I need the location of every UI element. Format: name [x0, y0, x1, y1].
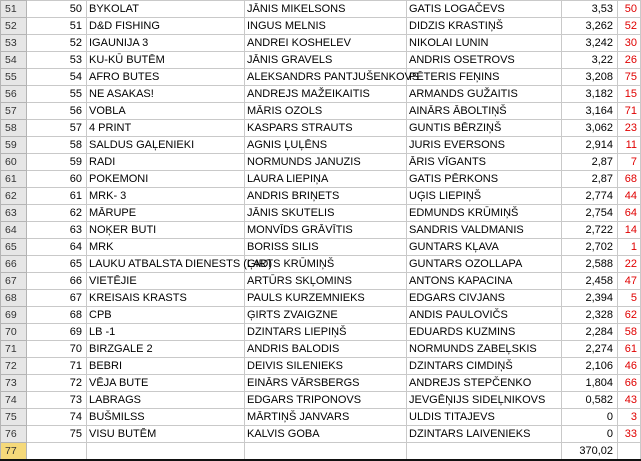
team-name-cell[interactable]: VĒJA BUTE — [87, 375, 245, 392]
team-name-cell[interactable]: LABRAGS — [87, 392, 245, 409]
player2-cell[interactable]: NIKOLAI LUNIN — [407, 35, 562, 52]
extra-cell[interactable]: 47 — [618, 273, 641, 290]
score-cell[interactable]: 3,53 — [562, 1, 618, 18]
row-number[interactable]: 62 — [1, 188, 27, 205]
extra-cell[interactable]: 22 — [618, 256, 641, 273]
number-cell[interactable]: 74 — [27, 409, 87, 426]
row-number[interactable]: 57 — [1, 103, 27, 120]
team-name-cell[interactable]: BIRZGALE 2 — [87, 341, 245, 358]
row-number[interactable]: 72 — [1, 358, 27, 375]
extra-cell[interactable]: 43 — [618, 392, 641, 409]
player1-cell[interactable]: ANDREI KOSHELEV — [245, 35, 407, 52]
team-name-cell[interactable]: AFRO BUTES — [87, 69, 245, 86]
number-cell[interactable]: 61 — [27, 188, 87, 205]
table-row[interactable] — [1, 324, 641, 341]
table-row[interactable] — [1, 171, 641, 188]
player1-cell[interactable]: ANDREJS MAŽEIKAITIS — [245, 86, 407, 103]
player1-cell[interactable]: ALEKSANDRS PANTJUŠENKOVS — [245, 69, 407, 86]
player1-cell[interactable]: JĀNIS SKUTELIS — [245, 205, 407, 222]
number-cell[interactable]: 50 — [27, 1, 87, 18]
score-cell[interactable]: 2,394 — [562, 290, 618, 307]
player2-cell[interactable]: GUNTARS OZOLLAPA — [407, 256, 562, 273]
player2-cell[interactable]: DZINTARS CIMDIŅŠ — [407, 358, 562, 375]
row-number[interactable]: 52 — [1, 18, 27, 35]
score-cell[interactable]: 3,242 — [562, 35, 618, 52]
table-row[interactable] — [1, 341, 641, 358]
player1-cell[interactable]: NORMUNDS JANUZIS — [245, 154, 407, 171]
table-row[interactable] — [1, 426, 641, 443]
number-cell[interactable]: 64 — [27, 239, 87, 256]
extra-cell[interactable]: 23 — [618, 120, 641, 137]
team-name-cell[interactable]: LAUKU ATBALSTA DIENESTS (LAD) — [87, 256, 245, 273]
player1-cell[interactable]: EINĀRS VĀRSBERGS — [245, 375, 407, 392]
score-cell[interactable]: 3,164 — [562, 103, 618, 120]
table-row[interactable] — [1, 222, 641, 239]
player2-cell[interactable]: SANDRIS VALDMANIS — [407, 222, 562, 239]
score-cell[interactable]: 2,914 — [562, 137, 618, 154]
team-name-cell[interactable]: BUŠMILSS — [87, 409, 245, 426]
player1-cell[interactable]: LAURA LIEPIŅA — [245, 171, 407, 188]
row-number[interactable]: 67 — [1, 273, 27, 290]
table-row[interactable] — [1, 86, 641, 103]
player2-cell[interactable]: EDGARS CIVJANS — [407, 290, 562, 307]
score-cell[interactable]: 2,774 — [562, 188, 618, 205]
table-row[interactable] — [1, 409, 641, 426]
number-cell[interactable]: 55 — [27, 86, 87, 103]
score-cell[interactable]: 2,588 — [562, 256, 618, 273]
number-cell[interactable]: 51 — [27, 18, 87, 35]
number-cell[interactable]: 54 — [27, 69, 87, 86]
team-name-cell[interactable]: NOĶER BUTI — [87, 222, 245, 239]
player1-cell[interactable]: PAULS KURZEMNIEKS — [245, 290, 407, 307]
score-cell[interactable]: 2,106 — [562, 358, 618, 375]
team-name-cell[interactable] — [87, 443, 245, 461]
table-row[interactable] — [1, 205, 641, 222]
team-name-cell[interactable]: BEBRI — [87, 358, 245, 375]
team-name-cell[interactable]: 4 PRINT — [87, 120, 245, 137]
team-name-cell[interactable]: D&D FISHING — [87, 18, 245, 35]
row-number[interactable]: 73 — [1, 375, 27, 392]
score-cell[interactable]: 2,458 — [562, 273, 618, 290]
player1-cell[interactable]: KASPARS STRAUTS — [245, 120, 407, 137]
number-cell[interactable]: 68 — [27, 307, 87, 324]
score-cell[interactable]: 3,208 — [562, 69, 618, 86]
player1-cell[interactable]: ĢIRTS ZVAIGZNE — [245, 307, 407, 324]
team-name-cell[interactable]: VIETĒJIE — [87, 273, 245, 290]
player2-cell[interactable]: UĢIS LIEPIŅŠ — [407, 188, 562, 205]
player1-cell[interactable]: ANDRIS BALODIS — [245, 341, 407, 358]
player1-cell[interactable]: MONVĪDS GRĀVĪTIS — [245, 222, 407, 239]
row-number[interactable]: 76 — [1, 426, 27, 443]
team-name-cell[interactable]: KU-KŪ BUTĒM — [87, 52, 245, 69]
team-name-cell[interactable]: MRK — [87, 239, 245, 256]
row-number[interactable]: 68 — [1, 290, 27, 307]
row-number[interactable]: 71 — [1, 341, 27, 358]
team-name-cell[interactable]: VISU BUTĒM — [87, 426, 245, 443]
extra-cell[interactable]: 46 — [618, 358, 641, 375]
team-name-cell[interactable]: KREISAIS KRASTS — [87, 290, 245, 307]
row-number[interactable]: 74 — [1, 392, 27, 409]
extra-cell[interactable]: 52 — [618, 18, 641, 35]
number-cell[interactable]: 67 — [27, 290, 87, 307]
extra-cell[interactable]: 64 — [618, 205, 641, 222]
table-row[interactable] — [1, 137, 641, 154]
team-name-cell[interactable]: IGAUNIJA 3 — [87, 35, 245, 52]
extra-cell[interactable]: 71 — [618, 103, 641, 120]
number-cell[interactable]: 63 — [27, 222, 87, 239]
team-name-cell[interactable]: BYKOLAT — [87, 1, 245, 18]
extra-cell[interactable]: 44 — [618, 188, 641, 205]
table-row[interactable] — [1, 358, 641, 375]
score-cell[interactable]: 3,22 — [562, 52, 618, 69]
score-cell[interactable]: 2,87 — [562, 154, 618, 171]
extra-cell[interactable]: 11 — [618, 137, 641, 154]
score-cell[interactable]: 3,262 — [562, 18, 618, 35]
score-cell[interactable]: 2,722 — [562, 222, 618, 239]
number-cell[interactable]: 60 — [27, 171, 87, 188]
player1-cell[interactable]: INGUS MELNIS — [245, 18, 407, 35]
team-name-cell[interactable]: POKEMONI — [87, 171, 245, 188]
extra-cell[interactable]: 30 — [618, 35, 641, 52]
player2-cell[interactable]: EDMUNDS KRŪMIŅŠ — [407, 205, 562, 222]
score-cell[interactable]: 2,328 — [562, 307, 618, 324]
player2-cell[interactable]: AINĀRS ĀBOLTIŅŠ — [407, 103, 562, 120]
player1-cell[interactable]: EDGARS TRIPONOVS — [245, 392, 407, 409]
player2-cell[interactable]: NORMUNDS ZABEĻSKIS — [407, 341, 562, 358]
number-cell[interactable]: 59 — [27, 154, 87, 171]
extra-cell[interactable]: 1 — [618, 239, 641, 256]
team-name-cell[interactable]: LB -1 — [87, 324, 245, 341]
extra-cell[interactable]: 68 — [618, 171, 641, 188]
table-row[interactable] — [1, 188, 641, 205]
number-cell[interactable]: 75 — [27, 426, 87, 443]
row-number[interactable]: 51 — [1, 1, 27, 18]
score-cell[interactable]: 0,582 — [562, 392, 618, 409]
player2-cell[interactable]: DIDZIS KRASTIŅŠ — [407, 18, 562, 35]
score-cell[interactable]: 3,062 — [562, 120, 618, 137]
row-number[interactable]: 66 — [1, 256, 27, 273]
number-cell[interactable]: 73 — [27, 392, 87, 409]
player2-cell[interactable]: ANDREJS STEPČENKO — [407, 375, 562, 392]
row-number[interactable]: 60 — [1, 154, 27, 171]
score-cell[interactable]: 2,284 — [562, 324, 618, 341]
row-number[interactable]: 56 — [1, 86, 27, 103]
row-number[interactable]: 77 — [1, 443, 27, 461]
player2-cell[interactable]: GUNTARS KĻAVA — [407, 239, 562, 256]
number-cell[interactable]: 71 — [27, 358, 87, 375]
extra-cell[interactable]: 3 — [618, 409, 641, 426]
number-cell[interactable]: 57 — [27, 120, 87, 137]
number-cell[interactable]: 66 — [27, 273, 87, 290]
number-cell[interactable]: 52 — [27, 35, 87, 52]
extra-cell[interactable]: 14 — [618, 222, 641, 239]
grid-body — [1, 1, 641, 461]
row-number[interactable]: 61 — [1, 171, 27, 188]
team-name-cell[interactable]: VOBLA — [87, 103, 245, 120]
player1-cell[interactable]: MĀRTIŅŠ JANVARS — [245, 409, 407, 426]
player1-cell[interactable]: JĀNIS MIKELSONS — [245, 1, 407, 18]
score-cell[interactable]: 2,754 — [562, 205, 618, 222]
table-row[interactable] — [1, 52, 641, 69]
player2-cell[interactable]: GUNTIS BĒRZIŅŠ — [407, 120, 562, 137]
number-cell[interactable]: 53 — [27, 52, 87, 69]
player2-cell[interactable]: ANDRIS OSETROVS — [407, 52, 562, 69]
player1-cell[interactable]: ARTŪRS SKĻOMINS — [245, 273, 407, 290]
table-row[interactable] — [1, 103, 641, 120]
player2-cell[interactable]: ANDIS PAULOVIČS — [407, 307, 562, 324]
row-number[interactable]: 65 — [1, 239, 27, 256]
score-cell[interactable]: 3,182 — [562, 86, 618, 103]
extra-cell[interactable]: 58 — [618, 324, 641, 341]
player2-cell[interactable]: ĀRIS VĪGANTS — [407, 154, 562, 171]
team-name-cell[interactable]: NE ASAKAS! — [87, 86, 245, 103]
row-number[interactable]: 70 — [1, 324, 27, 341]
player2-cell[interactable]: ANTONS KAPACINA — [407, 273, 562, 290]
player1-cell[interactable]: BORISS SILIS — [245, 239, 407, 256]
score-cell[interactable]: 2,274 — [562, 341, 618, 358]
row-number[interactable]: 59 — [1, 137, 27, 154]
row-number[interactable]: 54 — [1, 52, 27, 69]
extra-cell[interactable]: 62 — [618, 307, 641, 324]
player1-cell[interactable]: AGNIS ĻUĻĒNS — [245, 137, 407, 154]
row-number[interactable]: 53 — [1, 35, 27, 52]
player2-cell[interactable]: GATIS LOGAČEVS — [407, 1, 562, 18]
team-name-cell[interactable]: MRK- 3 — [87, 188, 245, 205]
extra-cell[interactable]: 7 — [618, 154, 641, 171]
score-cell[interactable]: 0 — [562, 426, 618, 443]
table-row[interactable] — [1, 154, 641, 171]
player1-cell[interactable]: KALVIS GOBA — [245, 426, 407, 443]
extra-cell[interactable]: 66 — [618, 375, 641, 392]
table-row[interactable] — [1, 256, 641, 273]
table-row[interactable] — [1, 239, 641, 256]
number-cell[interactable]: 69 — [27, 324, 87, 341]
player2-cell[interactable]: JEVGĒŅIJS SIDEĻNIKOVS — [407, 392, 562, 409]
player1-cell[interactable]: DZINTARS LIEPIŅŠ — [245, 324, 407, 341]
team-name-cell[interactable]: MĀRUPE — [87, 205, 245, 222]
extra-cell[interactable]: 61 — [618, 341, 641, 358]
table-row[interactable] — [1, 69, 641, 86]
row-number[interactable]: 63 — [1, 205, 27, 222]
score-cell[interactable]: 2,702 — [562, 239, 618, 256]
number-cell[interactable]: 58 — [27, 137, 87, 154]
player2-cell[interactable]: ARMANDS GUŽAITIS — [407, 86, 562, 103]
score-cell[interactable]: 0 — [562, 409, 618, 426]
player1-cell[interactable]: ĢIRTS KRŪMIŅŠ — [245, 256, 407, 273]
row-number[interactable]: 55 — [1, 69, 27, 86]
number-cell[interactable]: 70 — [27, 341, 87, 358]
table-row[interactable] — [1, 392, 641, 409]
number-cell[interactable] — [27, 443, 87, 461]
extra-cell[interactable]: 26 — [618, 52, 641, 69]
table-row[interactable] — [1, 35, 641, 52]
player2-cell[interactable]: PĒTERIS FEŅINS — [407, 69, 562, 86]
player2-cell[interactable]: GATIS PĒRKONS — [407, 171, 562, 188]
player2-cell[interactable]: JURIS EVERSONS — [407, 137, 562, 154]
player1-cell[interactable] — [245, 443, 407, 461]
team-name-cell[interactable]: SALDUS GAĻENIEKI — [87, 137, 245, 154]
row-number[interactable]: 58 — [1, 120, 27, 137]
extra-cell[interactable]: 15 — [618, 86, 641, 103]
number-cell[interactable]: 65 — [27, 256, 87, 273]
table-row[interactable] — [1, 273, 641, 290]
score-cell[interactable]: 1,804 — [562, 375, 618, 392]
player1-cell[interactable]: JĀNIS GRAVELS — [245, 52, 407, 69]
table-row[interactable] — [1, 307, 641, 324]
player2-cell[interactable]: DZINTARS LAIVENIEKS — [407, 426, 562, 443]
table-row[interactable] — [1, 120, 641, 137]
player2-cell[interactable] — [407, 443, 562, 461]
table-row[interactable] — [1, 290, 641, 307]
score-cell[interactable]: 2,87 — [562, 171, 618, 188]
extra-cell[interactable]: 5 — [618, 290, 641, 307]
number-cell[interactable]: 72 — [27, 375, 87, 392]
table-row[interactable] — [1, 375, 641, 392]
team-name-cell[interactable]: CPB — [87, 307, 245, 324]
score-cell[interactable]: 370,02 — [562, 443, 618, 461]
number-cell[interactable]: 62 — [27, 205, 87, 222]
table-row[interactable] — [1, 1, 641, 18]
player2-cell[interactable]: EDUARDS KUZMINS — [407, 324, 562, 341]
row-number[interactable]: 64 — [1, 222, 27, 239]
extra-cell[interactable]: 50 — [618, 1, 641, 18]
player2-cell[interactable]: ULDIS TITAJEVS — [407, 409, 562, 426]
total-row[interactable] — [1, 443, 641, 461]
table-row[interactable] — [1, 18, 641, 35]
row-number[interactable]: 69 — [1, 307, 27, 324]
player1-cell[interactable]: ANDRIS BRIŅETS — [245, 188, 407, 205]
extra-cell[interactable] — [618, 443, 641, 461]
player1-cell[interactable]: DEIVIS SILENIEKS — [245, 358, 407, 375]
row-number[interactable]: 75 — [1, 409, 27, 426]
player1-cell[interactable]: MĀRIS OZOLS — [245, 103, 407, 120]
extra-cell[interactable]: 75 — [618, 69, 641, 86]
extra-cell[interactable]: 33 — [618, 426, 641, 443]
number-cell[interactable]: 56 — [27, 103, 87, 120]
team-name-cell[interactable]: RADI — [87, 154, 245, 171]
